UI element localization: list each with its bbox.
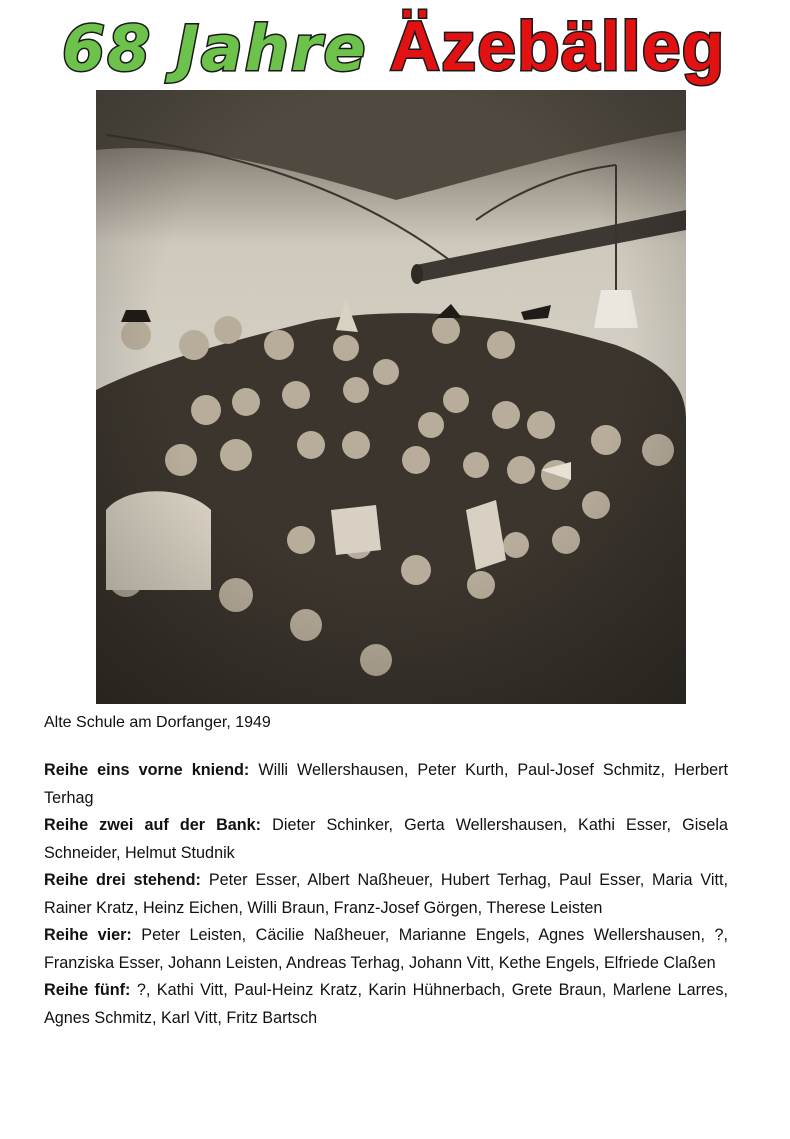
- title-name: Äzebälleg: [389, 7, 726, 85]
- row-five: [44, 977, 728, 1032]
- row-label: Reihe drei stehend:: [44, 871, 201, 889]
- name-list: [44, 757, 728, 1032]
- group-photo: [96, 90, 686, 704]
- title-years: 68 Jahre: [62, 12, 368, 85]
- row-three: [44, 867, 728, 922]
- row-two: [44, 812, 728, 867]
- row-names: Willi Wellershausen, Peter Kurth, Paul-Josef Schmitz, Herbert Terhag: [44, 761, 728, 807]
- row-label: Reihe vier:: [44, 926, 132, 944]
- photo-illustration: [96, 90, 686, 704]
- row-label: Reihe fünf:: [44, 981, 131, 999]
- row-names: Dieter Schinker, Gerta Wellershausen, Kathi Esser, Gisela Schneider, Helmut Studnik: [44, 816, 728, 862]
- row-names: Peter Esser, Albert Naßheuer, Hubert Terhag, Paul Esser, Maria Vitt, Rainer Kratz, Heinz Eichen, Willi Braun, Franz-Josef Görgen, Therese Leisten: [44, 871, 728, 917]
- row-one: [44, 757, 728, 812]
- row-label: Reihe zwei auf der Bank:: [44, 816, 262, 834]
- row-names: ?, Kathi Vitt, Paul-Heinz Kratz, Karin Hühnerbach, Grete Braun, Marlene Larres, Agnes Schmitz, Karl Vitt, Fritz Bartsch: [44, 981, 729, 1027]
- row-four: [44, 922, 728, 977]
- page-title: [62, 6, 772, 98]
- row-label: Reihe eins vorne kniend:: [44, 761, 250, 779]
- row-names: Peter Leisten, Cäcilie Naßheuer, Marianne Engels, Agnes Wellershausen, ?, Franziska Esser, Johann Leisten, Andreas Terhag, Johann Vitt, Kethe Engels, Elfriede Claßen: [44, 926, 728, 972]
- photo-caption: Alte Schule am Dorfanger, 1949: [44, 714, 271, 731]
